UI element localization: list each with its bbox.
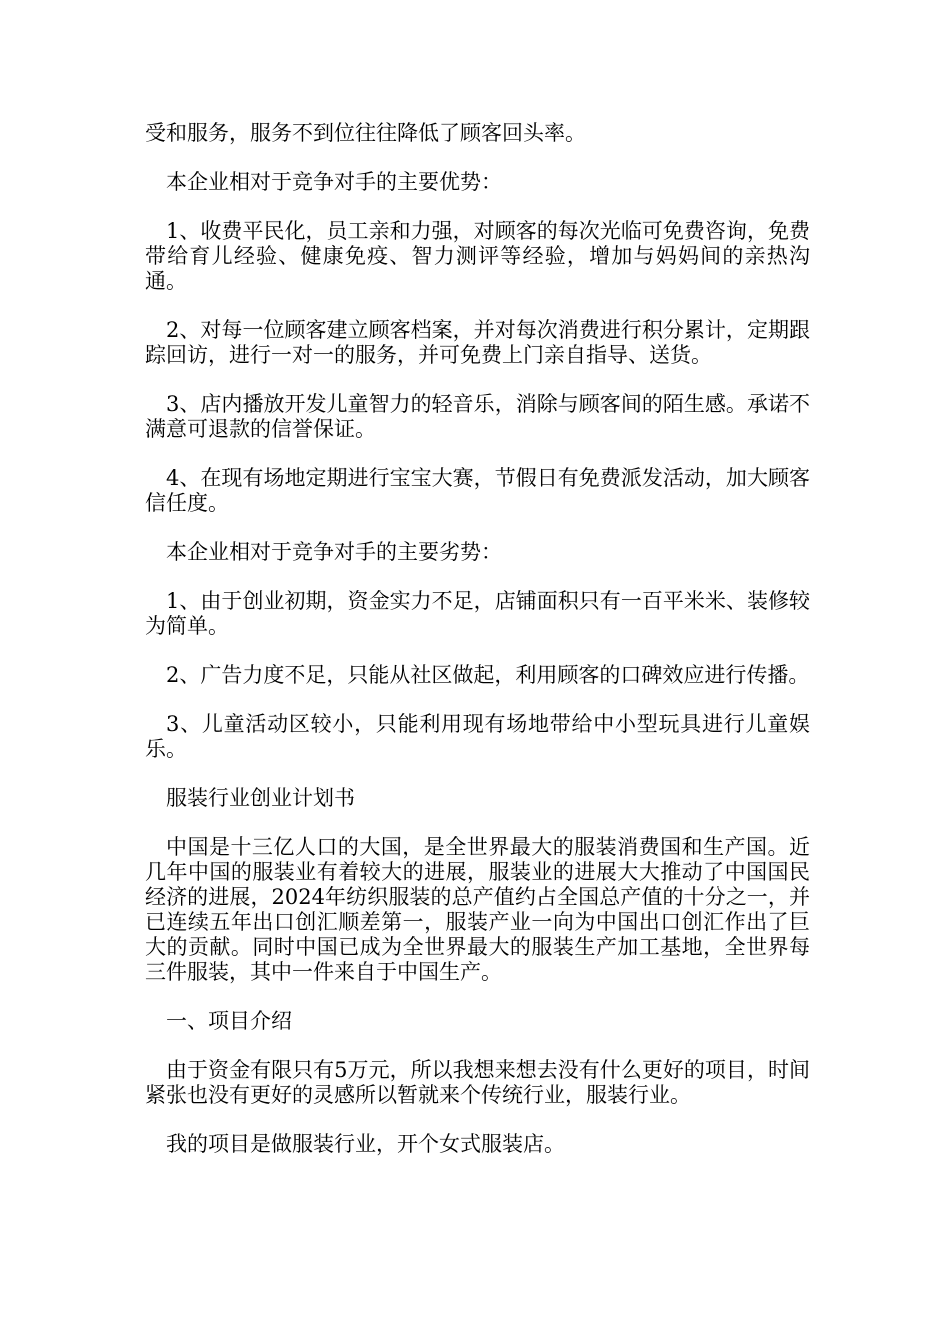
paragraph-project-statement: 我的项目是做服装行业，开个女式服装店。: [166, 1132, 565, 1156]
paragraph-continuation: 受和服务，服务不到位往往降低了顾客回头率。: [145, 121, 586, 145]
section-title-business-plan: 服装行业创业计划书: [166, 786, 355, 810]
document-page: [145, 121, 810, 1181]
paragraph-industry-overview: 中国是十三亿人口的大国，是全世界最大的服装消费国和生产国。近几年中国的服装业有着较大的进展，服装业的进展大大推动了中国国民经济的进展，2024年纺织服装的总产值约占全国总产值的十分之一，并已连续五年出口创汇顺差第一，服装产业一向为中国出口创汇作出了巨大的贡献。同时中国已成为全世界最大的服装生产加工基地，全世界每三件服装，其中一件来自于中国生产。: [145, 835, 810, 984]
disadvantage-item-3: 3、儿童活动区较小，只能利用现有场地带给中小型玩具进行儿童娱乐。: [145, 712, 810, 761]
advantage-item-3: 3、店内播放开发儿童智力的轻音乐，消除与顾客间的陌生感。承诺不满意可退款的信誉保证。: [145, 392, 810, 441]
advantage-item-2: 2、对每一位顾客建立顾客档案，并对每次消费进行积分累计，定期跟踪回访，进行一对一的服务，并可免费上门亲自指导、送货。: [145, 318, 810, 367]
heading-project-intro: 一、项目介绍: [166, 1009, 292, 1033]
disadvantage-item-1: 1、由于创业初期，资金实力不足，店铺面积只有一百平米米、装修较为简单。: [145, 589, 810, 638]
paragraph-project-reason: 由于资金有限只有5万元，所以我想来想去没有什么更好的项目，时间紧张也没有更好的灵感所以暂就来个传统行业，服装行业。: [145, 1058, 810, 1107]
disadvantage-item-2: 2、广告力度不足，只能从社区做起，利用顾客的口碑效应进行传播。: [166, 663, 810, 687]
advantage-item-1: 1、收费平民化，员工亲和力强，对顾客的每次光临可免费咨询，免费带给育儿经验、健康免疫、智力测评等经验，增加与妈妈间的亲热沟通。: [145, 219, 810, 293]
advantage-item-4: 4、在现有场地定期进行宝宝大赛，节假日有免费派发活动，加大顾客信任度。: [145, 466, 810, 515]
heading-advantages: 本企业相对于竞争对手的主要优势：: [166, 170, 502, 194]
heading-disadvantages: 本企业相对于竞争对手的主要劣势：: [166, 540, 502, 564]
